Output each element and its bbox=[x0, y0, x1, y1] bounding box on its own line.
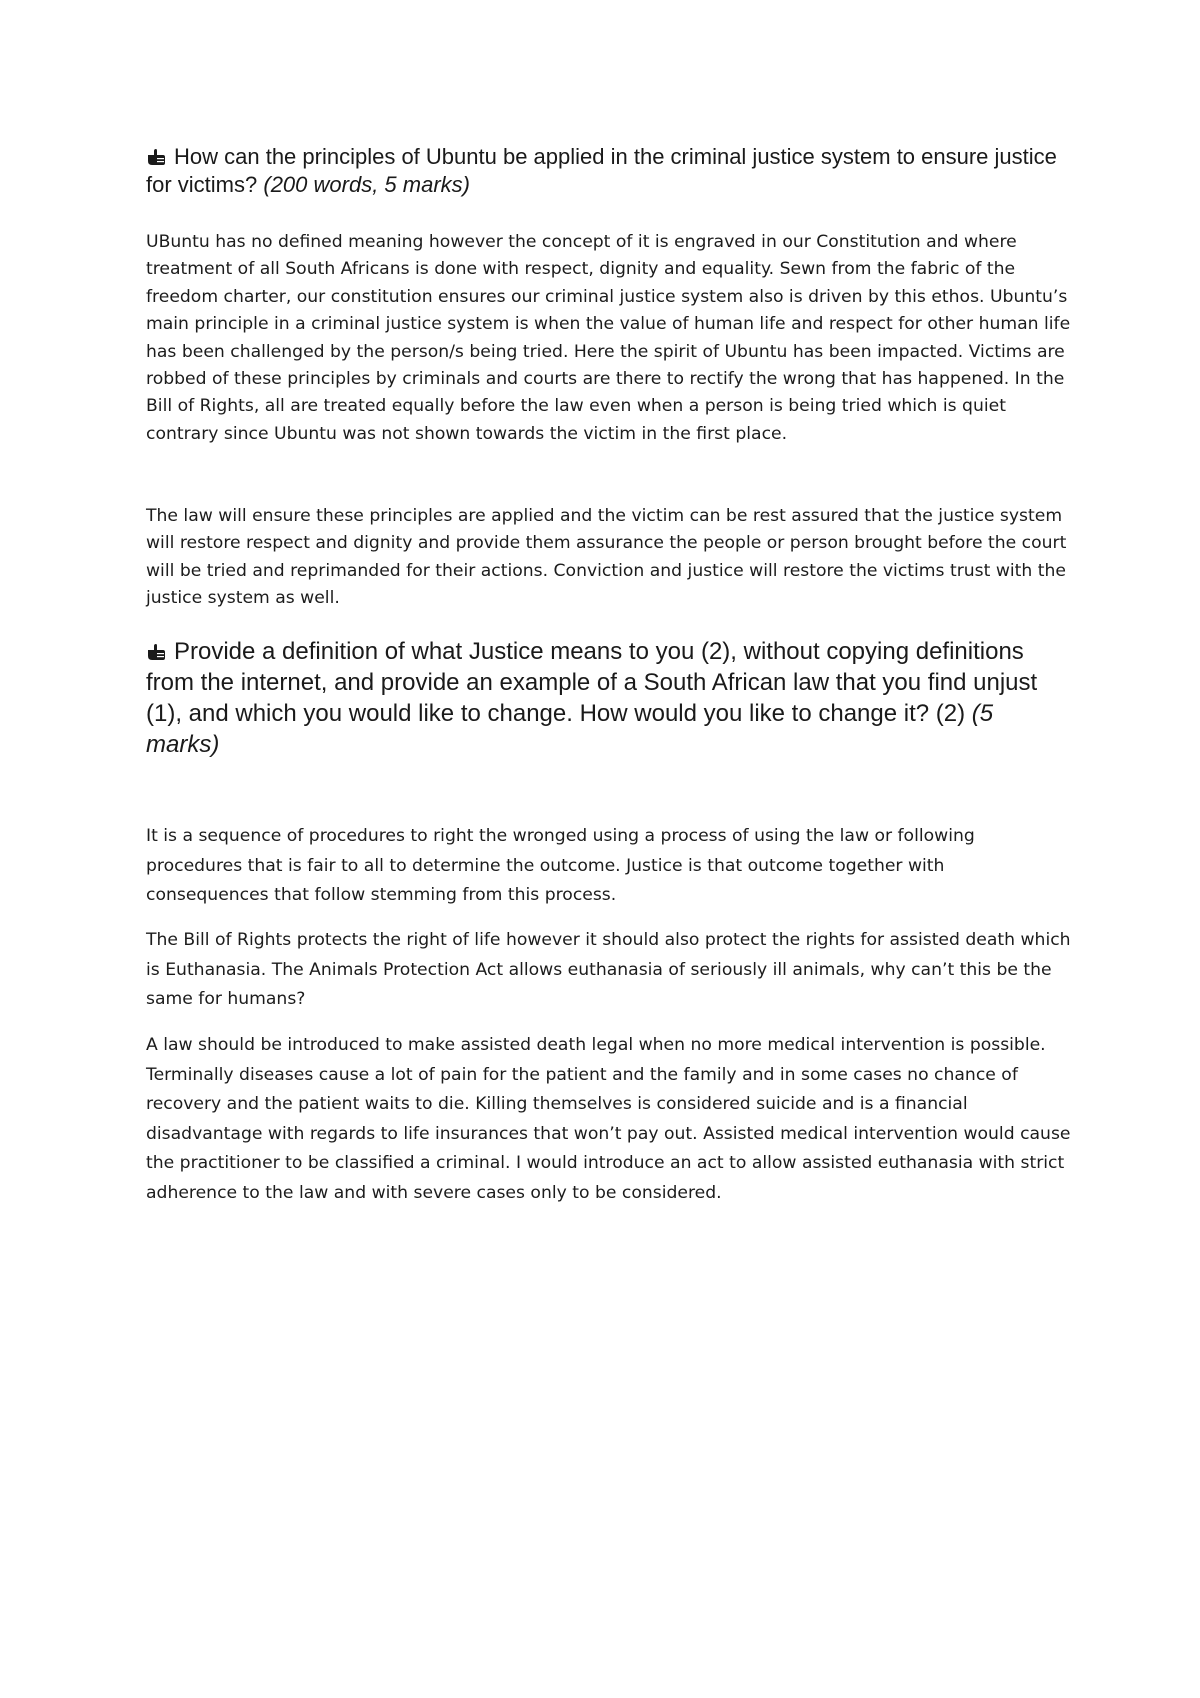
answer-2-paragraph-2: The Bill of Rights protects the right of life however it should also protect the rights for assisted death which is Euthanasia. The Animals Protection Act allows euthanasia of seriously ill animals, why can’t this be the same for humans? bbox=[146, 930, 1071, 1009]
question-2-marks: (5 marks) bbox=[146, 700, 994, 758]
question-2-text: Provide a definition of what Justice means to you (2), without copying definitions from the internet, and provide an example of a South African law that you find unjust (1), and which you would like to change. How would you like to change it? (2) bbox=[146, 638, 1038, 727]
question-1-marks: (200 words, 5 marks) bbox=[263, 172, 470, 197]
question-1-text: How can the principles of Ubuntu be applied in the criminal justice system to ensure justice for victims? bbox=[146, 144, 1057, 197]
answer-1-paragraph-2: The law will ensure these principles are applied and the victim can be rest assured that the justice system will restore respect and dignity and provide them assurance the people or person brought before the court will be tried and reprimanded for their actions. Conviction and justice will restore the victims trust with the justice system as well. bbox=[146, 506, 1067, 609]
question-1 bbox=[146, 143, 1066, 199]
question-2 bbox=[146, 636, 1066, 760]
answer-2-paragraph-1: It is a sequence of procedures to right the wronged using a process of using the law or following procedures that is fair to all to determine the outcome. Justice is that outcome together with consequences that follow stemming from this process. bbox=[146, 826, 975, 905]
pointing-hand-icon bbox=[146, 148, 166, 166]
answer-2-paragraph-3: A law should be introduced to make assisted death legal when no more medical intervention is possible. Terminally diseases cause a lot of pain for the patient and the family and in some cases no chance of recovery and the patient waits to die. Killing themselves is considered suicide and is a financial disadvantage with regards to life insurances that won’t pay out. Assisted medical intervention would cause the practitioner to be classified a criminal. I would introduce an act to allow assisted euthanasia with strict adherence to the law and with severe cases only to be considered. bbox=[146, 1035, 1071, 1203]
answer-1-paragraph-1: UBuntu has no defined meaning however the concept of it is engraved in our Constitution and where treatment of all South Africans is done with respect, dignity and equality. Sewn from the fabric of the freedom charter, our constitution ensures our criminal justice system also is driven by this ethos. Ubuntu’s main principle in a criminal justice system is when the value of human life and respect for other human life has been challenged by the person/s being tried. Here the spirit of Ubuntu has been impacted. Victims are robbed of these principles by criminals and courts are there to rectify the wrong that has happened. In the Bill of Rights, all are treated equally before the law even when a person is being tried which is quiet contrary since Ubuntu was not shown towards the victim in the first place. bbox=[146, 232, 1071, 444]
pointing-hand-icon bbox=[146, 643, 166, 661]
